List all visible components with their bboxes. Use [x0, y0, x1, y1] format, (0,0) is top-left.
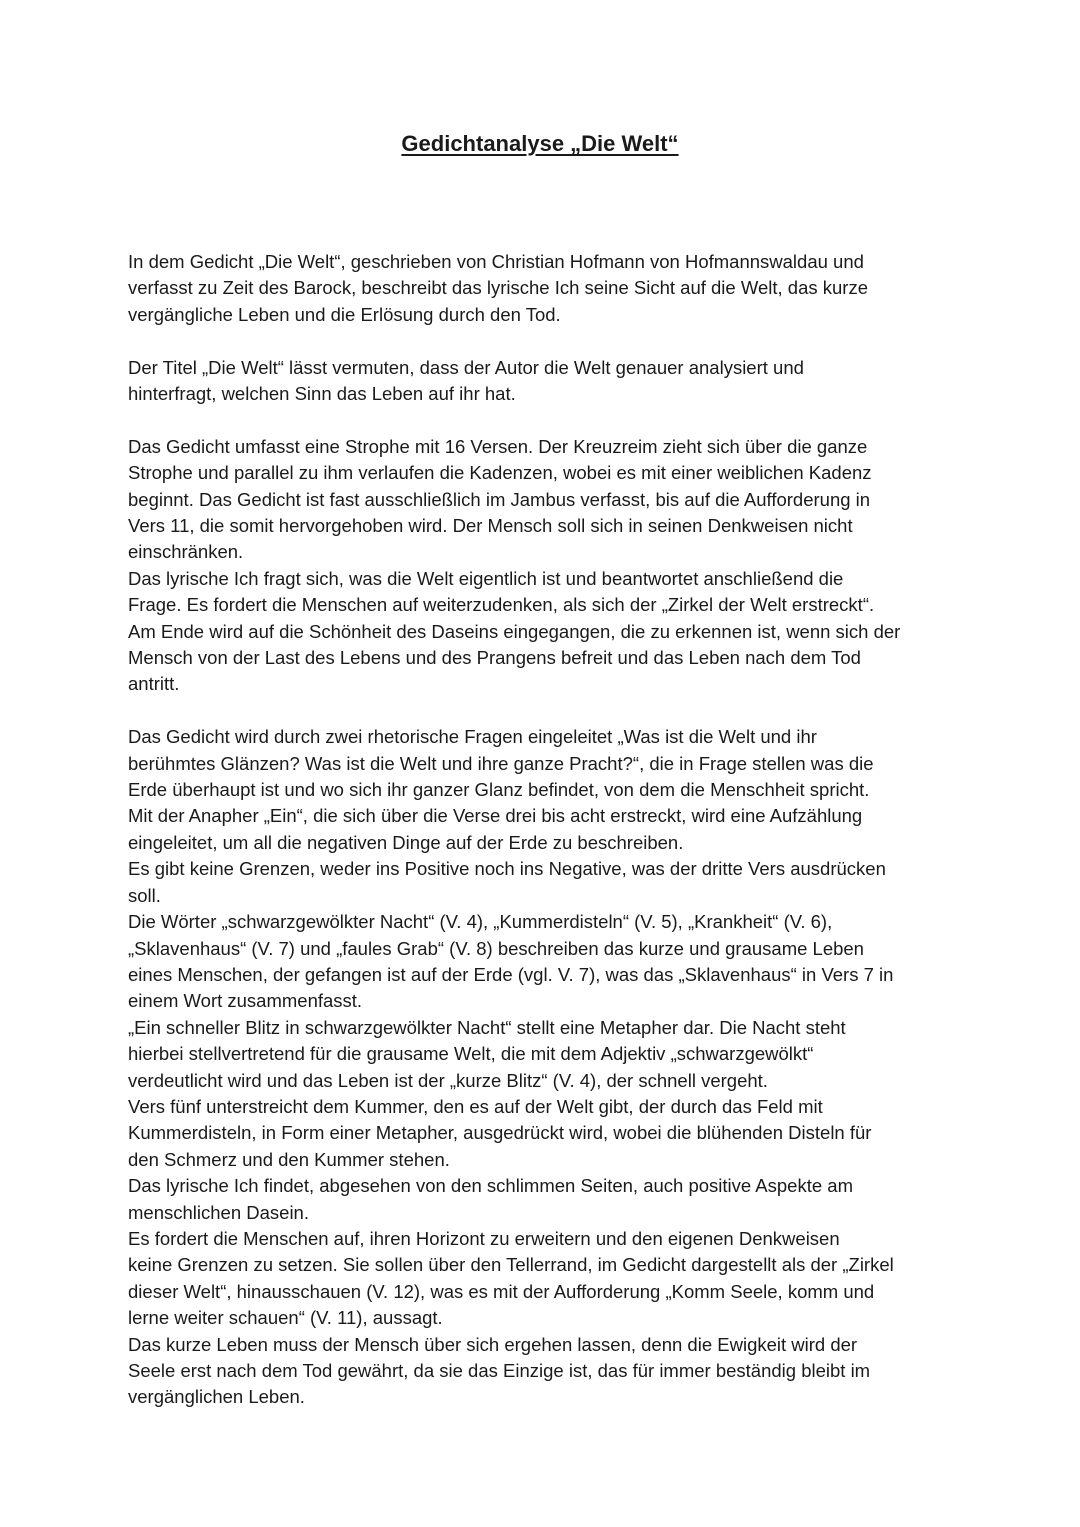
paragraph — [128, 1173, 958, 1226]
document-body — [128, 249, 958, 1411]
paragraph-line: eingeleitet, um all die negativen Dinge auf der Erde zu beschreiben. — [128, 831, 684, 853]
paragraph-line: Kummerdisteln, in Form einer Metapher, ausgedrückt wird, wobei die blühenden Disteln für — [128, 1122, 872, 1144]
paragraph-line: berühmtes Glänzen? Was ist die Welt und ihre ganze Pracht?“, die in Frage stellen was die — [128, 752, 874, 774]
paragraph-line: beginnt. Das Gedicht ist fast ausschließlich im Jambus verfasst, bis auf die Aufforderung in — [128, 488, 871, 510]
paragraph-line: den Schmerz und den Kummer stehen. — [128, 1148, 450, 1170]
paragraph-line: verdeutlicht wird und das Leben ist der „kurze Blitz“ (V. 4), der schnell vergeht. — [128, 1069, 768, 1091]
paragraph-line: Das kurze Leben muss der Mensch über sich ergehen lassen, denn die Ewigkeit wird der — [128, 1333, 858, 1355]
paragraph — [128, 566, 958, 698]
paragraph-line: Frage. Es fordert die Menschen auf weiterzudenken, als sich der „Zirkel der Welt erstreckt“. — [128, 594, 875, 616]
document-title — [0, 128, 1080, 160]
paragraph-line: Die Wörter „schwarzgewölkter Nacht“ (V. 4), „Kummerdisteln“ (V. 5), „Krankheit“ (V. 6), — [128, 911, 833, 933]
paragraph-line: In dem Gedicht „Die Welt“, geschrieben von Christian Hofmann von Hofmannswaldau und — [128, 251, 864, 272]
paragraph-line: Es gibt keine Grenzen, weder ins Positive noch ins Negative, was der dritte Vers ausdrücken — [128, 858, 886, 880]
paragraph-line: einschränken. — [128, 541, 244, 563]
paragraph-line: hierbei stellvertretend für die grausame Welt, die mit dem Adjektiv „schwarzgewölkt“ — [128, 1043, 814, 1065]
paragraph — [128, 1015, 958, 1094]
paragraph — [128, 724, 958, 856]
paragraph-line: antritt. — [128, 673, 180, 695]
paragraph — [128, 355, 958, 408]
paragraph-line: Am Ende wird auf die Schönheit des Daseins eingegangen, die zu erkennen ist, wenn sich der — [128, 620, 901, 642]
paragraph-line: Mensch von der Last des Lebens und des Prangens befreit und das Leben nach dem Tod — [128, 647, 861, 669]
paragraph-line: Vers 11, die somit hervorgehoben wird. Der Mensch soll sich in seinen Denkweisen nicht — [128, 515, 853, 537]
paragraph — [128, 1226, 958, 1332]
paragraph — [128, 909, 958, 1015]
paragraph-line: soll. — [128, 884, 161, 906]
paragraph-line: Mit der Anapher „Ein“, die sich über die Verse drei bis acht erstreckt, wird eine Aufzählung — [128, 805, 863, 827]
paragraph-line: Seele erst nach dem Tod gewährt, da sie das Einzige ist, das für immer beständig bleibt im — [128, 1360, 871, 1382]
paragraph-line: Vers fünf unterstreicht dem Kummer, den es auf der Welt gibt, der durch das Feld mit — [128, 1095, 823, 1117]
paragraph-line: „Sklavenhaus“ (V. 7) und „faules Grab“ (V. 8) beschreiben das kurze und grausame Leben — [128, 937, 864, 959]
paragraph — [128, 856, 958, 909]
paragraph-line: lerne weiter schauen“ (V. 11), aussagt. — [128, 1307, 443, 1329]
paragraph — [128, 249, 958, 328]
paragraph — [128, 434, 958, 566]
paragraph-line: Der Titel „Die Welt“ lässt vermuten, dass der Autor die Welt genauer analysiert und — [128, 356, 804, 378]
paragraph-line: Es fordert die Menschen auf, ihren Horizont zu erweitern und den eigenen Denkweisen — [128, 1227, 840, 1249]
paragraph-line: hinterfragt, welchen Sinn das Leben auf ihr hat. — [128, 383, 516, 405]
document-title-text: Gedichtanalyse „Die Welt“ — [401, 131, 679, 156]
paragraph-line: dieser Welt“, hinausschauen (V. 12), was es mit der Aufforderung „Komm Seele, komm und — [128, 1280, 875, 1302]
paragraph-line: Das lyrische Ich findet, abgesehen von den schlimmen Seiten, auch positive Aspekte am — [128, 1175, 853, 1197]
paragraph — [128, 1094, 958, 1173]
paragraph-line: Das Gedicht wird durch zwei rhetorische Fragen eingeleitet „Was ist die Welt und ihr — [128, 726, 817, 748]
paragraph-line: Das lyrische Ich fragt sich, was die Welt eigentlich ist und beantwortet anschließend die — [128, 567, 844, 589]
paragraph-line: vergängliche Leben und die Erlösung durch den Tod. — [128, 303, 561, 325]
paragraph-line: keine Grenzen zu setzen. Sie sollen über den Tellerrand, im Gedicht dargestellt als der „Zirkel — [128, 1254, 894, 1276]
paragraph-line: Erde überhaupt ist und wo sich ihr ganzer Glanz befindet, von dem die Menschheit spricht. — [128, 779, 870, 801]
paragraph-line: vergänglichen Leben. — [128, 1386, 305, 1408]
paragraph-line: Strophe und parallel zu ihm verlaufen die Kadenzen, wobei es mit einer weiblichen Kadenz — [128, 462, 872, 484]
paragraph-line: eines Menschen, der gefangen ist auf der Erde (vgl. V. 7), was das „Sklavenhaus“ in Vers 7 in — [128, 963, 894, 985]
paragraph — [128, 1332, 958, 1411]
paragraph-line: menschlichen Dasein. — [128, 1201, 309, 1223]
paragraph-line: verfasst zu Zeit des Barock, beschreibt das lyrische Ich seine Sicht auf die Welt, das kurze — [128, 277, 868, 299]
paragraph-line: Das Gedicht umfasst eine Strophe mit 16 Versen. Der Kreuzreim zieht sich über die ganze — [128, 435, 868, 457]
paragraph-line: einem Wort zusammenfasst. — [128, 990, 363, 1012]
paragraph-line: „Ein schneller Blitz in schwarzgewölkter Nacht“ stellt eine Metapher dar. Die Nacht steht — [128, 1016, 846, 1038]
